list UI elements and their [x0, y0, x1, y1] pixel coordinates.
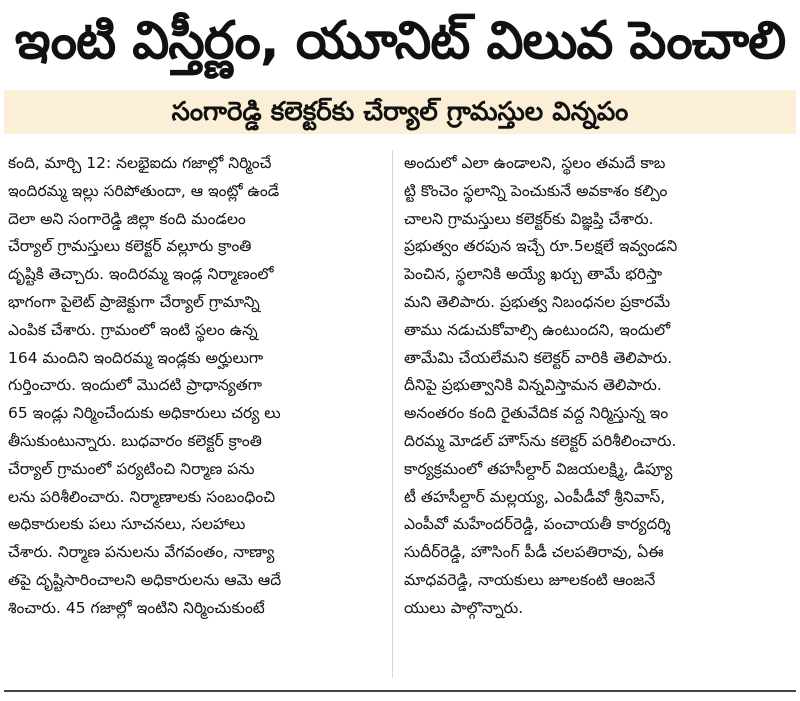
text-line: తాము నడుచుకోవాల్సి ఉంటుందని, ఇందులో: [404, 320, 671, 339]
article-column-right: [404, 150, 784, 678]
text-line: తీసుకుంటున్నారు. బుధవారం కలెక్టర్ క్రాంతి: [8, 431, 262, 450]
text-line: ప్రభుత్వం తరపున ఇచ్చే రూ.5లక్షలే ఇవ్వండని: [404, 237, 678, 256]
text-line: యులు పాల్గొన్నారు.: [404, 598, 524, 617]
text-line: ఎంపీవో మహేందర్‌రెడ్డి, పంచాయతీ కార్యదర్శి: [404, 515, 671, 534]
text-line: చేర్యాల్ గ్రామంలో పర్యటించి నిర్మాణ పను: [8, 459, 255, 478]
text-line: కంది, మార్చి 12: నలభైఐదు గజాల్లో నిర్మించే: [8, 154, 272, 172]
text-line: భాగంగా పైలెట్ ప్రాజెక్టుగా చేర్యాల్ గ్రామాన్ని: [8, 292, 260, 311]
text-line: లను పరిశీలించారు. నిర్మాణాలకు సంబంధించి: [8, 487, 276, 506]
text-line: దెలా అని సంగారెడ్డి జిల్లా కంది మండలం: [8, 209, 246, 228]
text-line: 65 ఇండ్లు నిర్మించేందుకు అధికారులు చర్య లు: [8, 404, 281, 423]
text-line: శించారు. 45 గజాల్లో ఇంటిని నిర్మించుకుంటే: [8, 598, 265, 617]
text-line: అందులో ఎలా ఉండాలని, స్థలం తమదే కాబ: [404, 154, 666, 172]
article-column-left: [8, 150, 382, 678]
column-divider: [392, 150, 393, 678]
text-line: తామేమి చేయలేమని కలెక్టర్ వారికి తెలిపారు.: [404, 348, 673, 367]
subheadline: సంగారెడ్డి కలెక్టర్‌కు చేర్యాల్ గ్రామస్తుల విన్నపం: [171, 97, 629, 127]
text-line: మాధవరెడ్డి, నాయకులు జూలకంటి ఆంజనే: [404, 570, 656, 589]
text-line: చాలని గ్రామస్తులు కలెక్టర్‌కు విజ్ఞప్తి చేశారు.: [404, 209, 654, 228]
text-line: అనంతరం కంది రైతువేదిక వద్ద నిర్మిస్తున్న ఇం: [404, 404, 669, 423]
text-line: మని తెలిపారు. ప్రభుత్వ నిబంధనల ప్రకారమే: [404, 292, 671, 311]
subheadline-banner: [4, 90, 796, 134]
text-line: దీనిపై ప్రభుత్వానికి విన్నవిస్తామన తెలిపారు.: [404, 376, 662, 395]
text-line: దిరమ్మ మోడల్ హౌస్‌ను కలెక్టర్ పరిశీలించారు.: [404, 431, 677, 450]
text-line: 164 మందిని ఇందిరమ్మ ఇండ్లకు అర్హులుగా: [8, 348, 264, 367]
headline: ఇంటి విస్తీర్ణం, యూనిట్ విలువ పెంచాలి: [14, 11, 786, 71]
text-line: ఇందిరమ్మ ఇల్లు సరిపోతుందా, ఆ ఇంట్లో ఉండే: [8, 181, 280, 200]
text-line: కార్యక్రమంలో తహసీల్దార్ విజయలక్ష్మి, డిప్యూ: [404, 459, 673, 478]
text-line: దృష్టికి తెచ్చారు. ఇందిరమ్మ ఇండ్ల నిర్మాణంలో: [8, 265, 274, 284]
text-line: టీ తహసీల్దార్ మల్లయ్య, ఎంపీడీవో శ్రీనివాస్,: [404, 487, 666, 506]
text-line: చేర్యాల్ గ్రామస్తులు కలెక్టర్ వల్లూరు క్రాంతి: [8, 237, 252, 256]
text-line: ఎంపిక చేశారు. గ్రామంలో ఇంటి స్థలం ఉన్న: [8, 320, 258, 339]
text-line: సుదీర్‌రెడ్డి, హౌసింగ్ పీడీ చలపతిరావు, ఏఈ: [404, 543, 664, 562]
text-line: గుర్తించారు. ఇందులో మొదటి ప్రాధాన్యతగా: [8, 376, 263, 395]
text-line: అధికారులకు పలు సూచనలు, సలహాలు: [8, 515, 246, 534]
bottom-rule: [4, 690, 796, 692]
text-line: తపై దృష్టిసారించాలని అధికారులను ఆమె ఆదే: [8, 570, 282, 589]
text-line: చేశారు. నిర్మాణ పనులను వేగవంతం, నాణ్యా: [8, 543, 275, 562]
text-line: ట్టి కొంచెం స్థలాన్ని పెంచుకునే అవకాశం కల్పిం: [404, 181, 668, 200]
text-line: పెంచిన, స్థలానికి అయ్యే ఖర్చు తామే భరిస్తా: [404, 265, 663, 284]
